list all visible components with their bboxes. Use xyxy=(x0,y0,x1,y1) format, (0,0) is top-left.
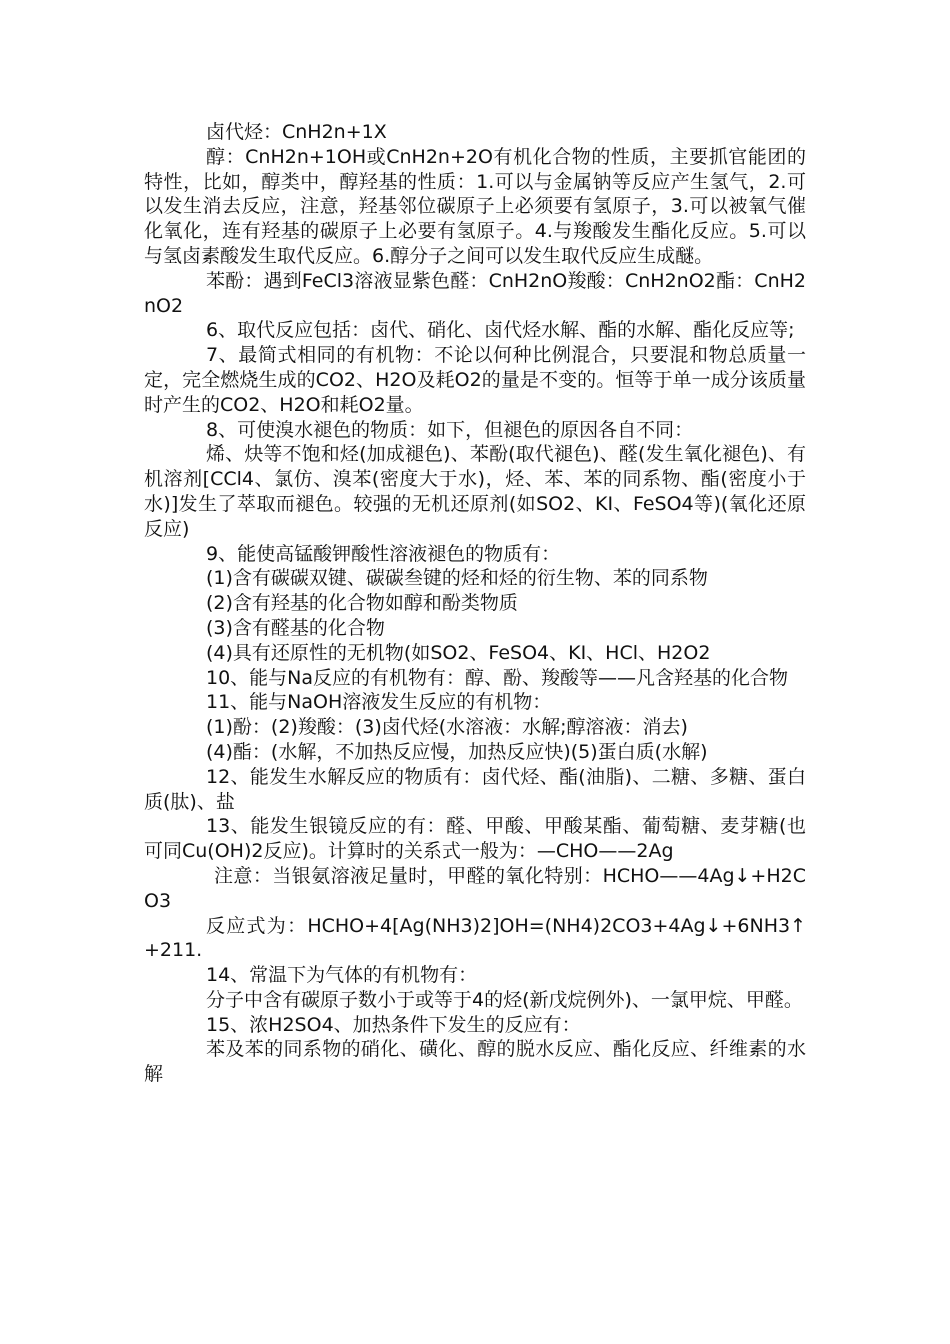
paragraph-permanganate-item-3: (3)含有醛基的化合物 xyxy=(206,616,385,639)
paragraph-sodium-reaction: 10、能与Na反应的有机物有：醇、酚、羧酸等——凡含羟基的化合物 xyxy=(206,666,789,689)
paragraph-phenol-aldehyde-acid-ester: 苯酚：遇到FeCl3溶液显紫色醛：CnH2nO羧酸：CnH2nO2酯：CnH2nO2 xyxy=(144,269,806,317)
paragraph-naoh-heading: 11、能与NaOH溶液发生反应的有机物： xyxy=(206,691,552,714)
paragraph-bromine-water-heading: 8、可使溴水褪色的物质：如下，但褪色的原因各自不同： xyxy=(206,418,694,441)
paragraph-haloalkane-formula: 卤代烃：CnH2n+1X xyxy=(206,121,387,143)
paragraph-naoh-items-2: (4)酯：(水解，不加热反应慢，加热反应快)(5)蛋白质(水解) xyxy=(206,740,708,763)
paragraph-naoh-items-1: (1)酚：(2)羧酸：(3)卤代烃(水溶液：水解;醇溶液：消去) xyxy=(206,716,688,739)
paragraph-alcohol-properties: 醇：CnH2n+1OH或CnH2n+2O有机化合物的性质，主要抓官能团的特性，比如，醇类中，醇羟基的性质：1.可以与金属钠等反应产生氢气，2.可以发生消去反应，注意，羟基邻位碳原子上必须要有氢原子，3.可以被氧气催化氧化，连有羟基的碳原子上必要有氢原子。4.与羧酸发生酯化反应。5.可以与氢卤素酸发生取代反应。6.醇分子之间可以发生取代反应生成醚。 xyxy=(144,145,806,267)
document-body xyxy=(144,120,806,1087)
paragraph-sulfuric-acid-details: 苯及苯的同系物的硝化、磺化、醇的脱水反应、酯化反应、纤维素的水解 xyxy=(144,1038,806,1086)
paragraph-permanganate-item-4: (4)具有还原性的无机物(如SO2、FeSO4、KI、HCl、H2O2 xyxy=(206,641,711,664)
paragraph-hydrolysis: 12、能发生水解反应的物质有：卤代烃、酯(油脂)、二糖、多糖、蛋白质(肽)、盐 xyxy=(144,765,806,813)
paragraph-gas-organics-details: 分子中含有碳原子数小于或等于4的烃(新戊烷例外)、一氯甲烷、甲醛。 xyxy=(206,988,803,1011)
paragraph-sulfuric-acid-heading: 15、浓H2SO4、加热条件下发生的反应有： xyxy=(206,1013,581,1036)
paragraph-same-empirical-formula: 7、最简式相同的有机物：不论以何种比例混合，只要混和物总质量一定，完全燃烧生成的CO2、H2O及耗O2的量是不变的。恒等于单一成分该质量时产生的CO2、H2O和耗O2量。 xyxy=(144,344,806,416)
paragraph-substitution-reactions: 6、取代反应包括：卤代、硝化、卤代烃水解、酯的水解、酯化反应等; xyxy=(206,319,795,342)
paragraph-silver-mirror: 13、能发生银镜反应的有：醛、甲酸、甲酸某酯、葡萄糖、麦芽糖(也可同Cu(OH)2反应)。计算时的关系式一般为：—CHO——2Ag xyxy=(144,815,806,863)
paragraph-formaldehyde-note: 注意：当银氨溶液足量时，甲醛的氧化特别：HCHO——4Ag↓+H2CO3 xyxy=(144,864,806,912)
paragraph-permanganate-heading: 9、能使高锰酸钾酸性溶液褪色的物质有： xyxy=(206,542,561,565)
paragraph-bromine-water-details: 烯、炔等不饱和烃(加成褪色)、苯酚(取代褪色)、醛(发生氧化褪色)、有机溶剂[CCl4、氯仿、溴苯(密度大于水)，烃、苯、苯的同系物、酯(密度小于水)]发生了萃取而褪色。较强的无机还原剂(如SO2、KI、FeSO4等)(氧化还原反应) xyxy=(144,443,806,540)
paragraph-permanganate-item-1: (1)含有碳碳双键、碳碳叁键的烃和烃的衍生物、苯的同系物 xyxy=(206,567,708,590)
paragraph-permanganate-item-2: (2)含有羟基的化合物如醇和酚类物质 xyxy=(206,592,518,615)
paragraph-reaction-equation: 反应式为：HCHO+4[Ag(NH3)2]OH=(NH4)2CO3+4Ag↓+6NH3↑+211. xyxy=(144,914,806,962)
paragraph-gas-organics-heading: 14、常温下为气体的有机物有： xyxy=(206,964,478,987)
